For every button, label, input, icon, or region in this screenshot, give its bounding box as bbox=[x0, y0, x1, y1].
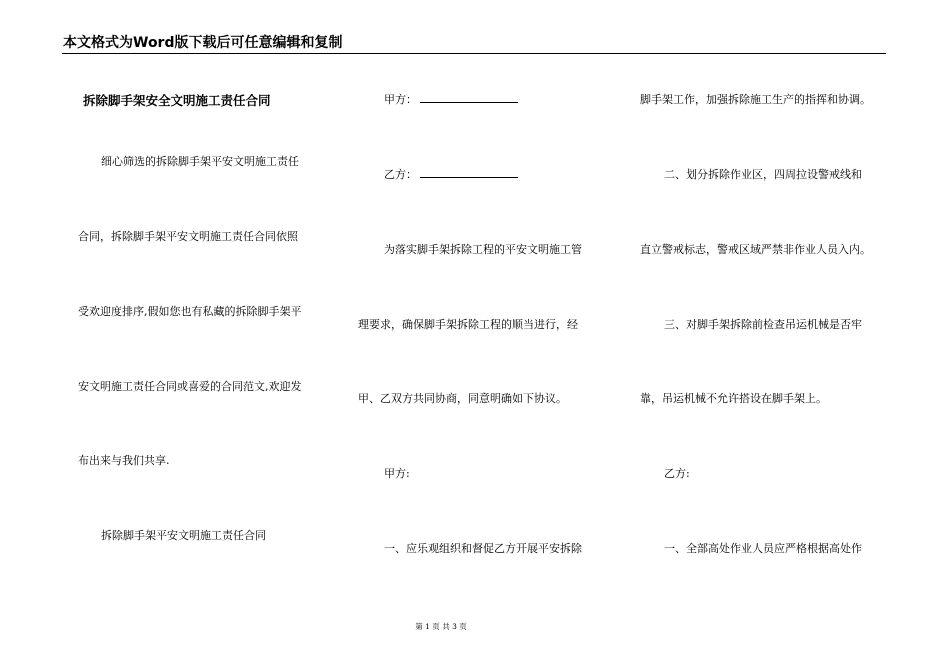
party-a-signature-line bbox=[384, 93, 518, 107]
signature-blank bbox=[420, 168, 518, 178]
banner-divider bbox=[62, 53, 886, 54]
paragraph-line: 三、对脚手架拆除前检查吊运机械是否牢 bbox=[664, 318, 862, 331]
paragraph-line: 为落实脚手架拆除工程的平安文明施工管 bbox=[384, 243, 582, 256]
paragraph-line: 一、全部高处作业人员应严格根据高处作 bbox=[664, 542, 862, 555]
contract-subtitle: 拆除脚手架平安文明施工责任合同 bbox=[101, 529, 266, 542]
paragraph-line: 受欢迎度排序,假如您也有私藏的拆除脚手架平 bbox=[78, 305, 302, 318]
paragraph-line: 理要求，确保脚手架拆除工程的顺当进行，经 bbox=[358, 318, 578, 331]
paragraph-line: 细心筛选的拆除脚手架平安文明施工责任 bbox=[101, 155, 299, 168]
paragraph-line: 直立警戒标志，警戒区域严禁非作业人员入内。 bbox=[640, 243, 871, 256]
paragraph-line: 一、应乐观组织和督促乙方开展平安拆除 bbox=[384, 542, 582, 555]
paragraph-line: 合同，拆除脚手架平安文明施工责任合同依照 bbox=[78, 230, 298, 243]
download-banner: 本文格式为Word版下载后可任意编辑和复制 bbox=[63, 35, 343, 51]
paragraph-line: 二、划分拆除作业区，四周拉设警戒线和 bbox=[664, 168, 862, 181]
paragraph-line: 靠，吊运机械不允许搭设在脚手架上。 bbox=[640, 392, 827, 405]
paragraph-line: 安文明施工责任合同或喜爱的合同范文,欢迎发 bbox=[78, 380, 302, 393]
party-a-heading: 甲方: bbox=[384, 467, 410, 480]
document-title: 拆除脚手架安全文明施工责任合同 bbox=[83, 93, 271, 108]
paragraph-line: 甲、乙双方共同协商，同意明确如下协议。 bbox=[358, 392, 567, 405]
paragraph-line: 脚手架工作，加强拆除施工生产的指挥和协调。 bbox=[640, 93, 871, 106]
party-b-heading: 乙方: bbox=[664, 467, 690, 480]
paragraph-line: 布出来与我们共享. bbox=[78, 454, 170, 467]
signature-blank bbox=[420, 93, 518, 103]
page-number: 第 1 页 共 3 页 bbox=[415, 622, 467, 631]
party-a-label: 甲方： bbox=[384, 93, 417, 106]
party-b-signature-line bbox=[384, 168, 518, 182]
party-b-label: 乙方： bbox=[384, 168, 417, 181]
